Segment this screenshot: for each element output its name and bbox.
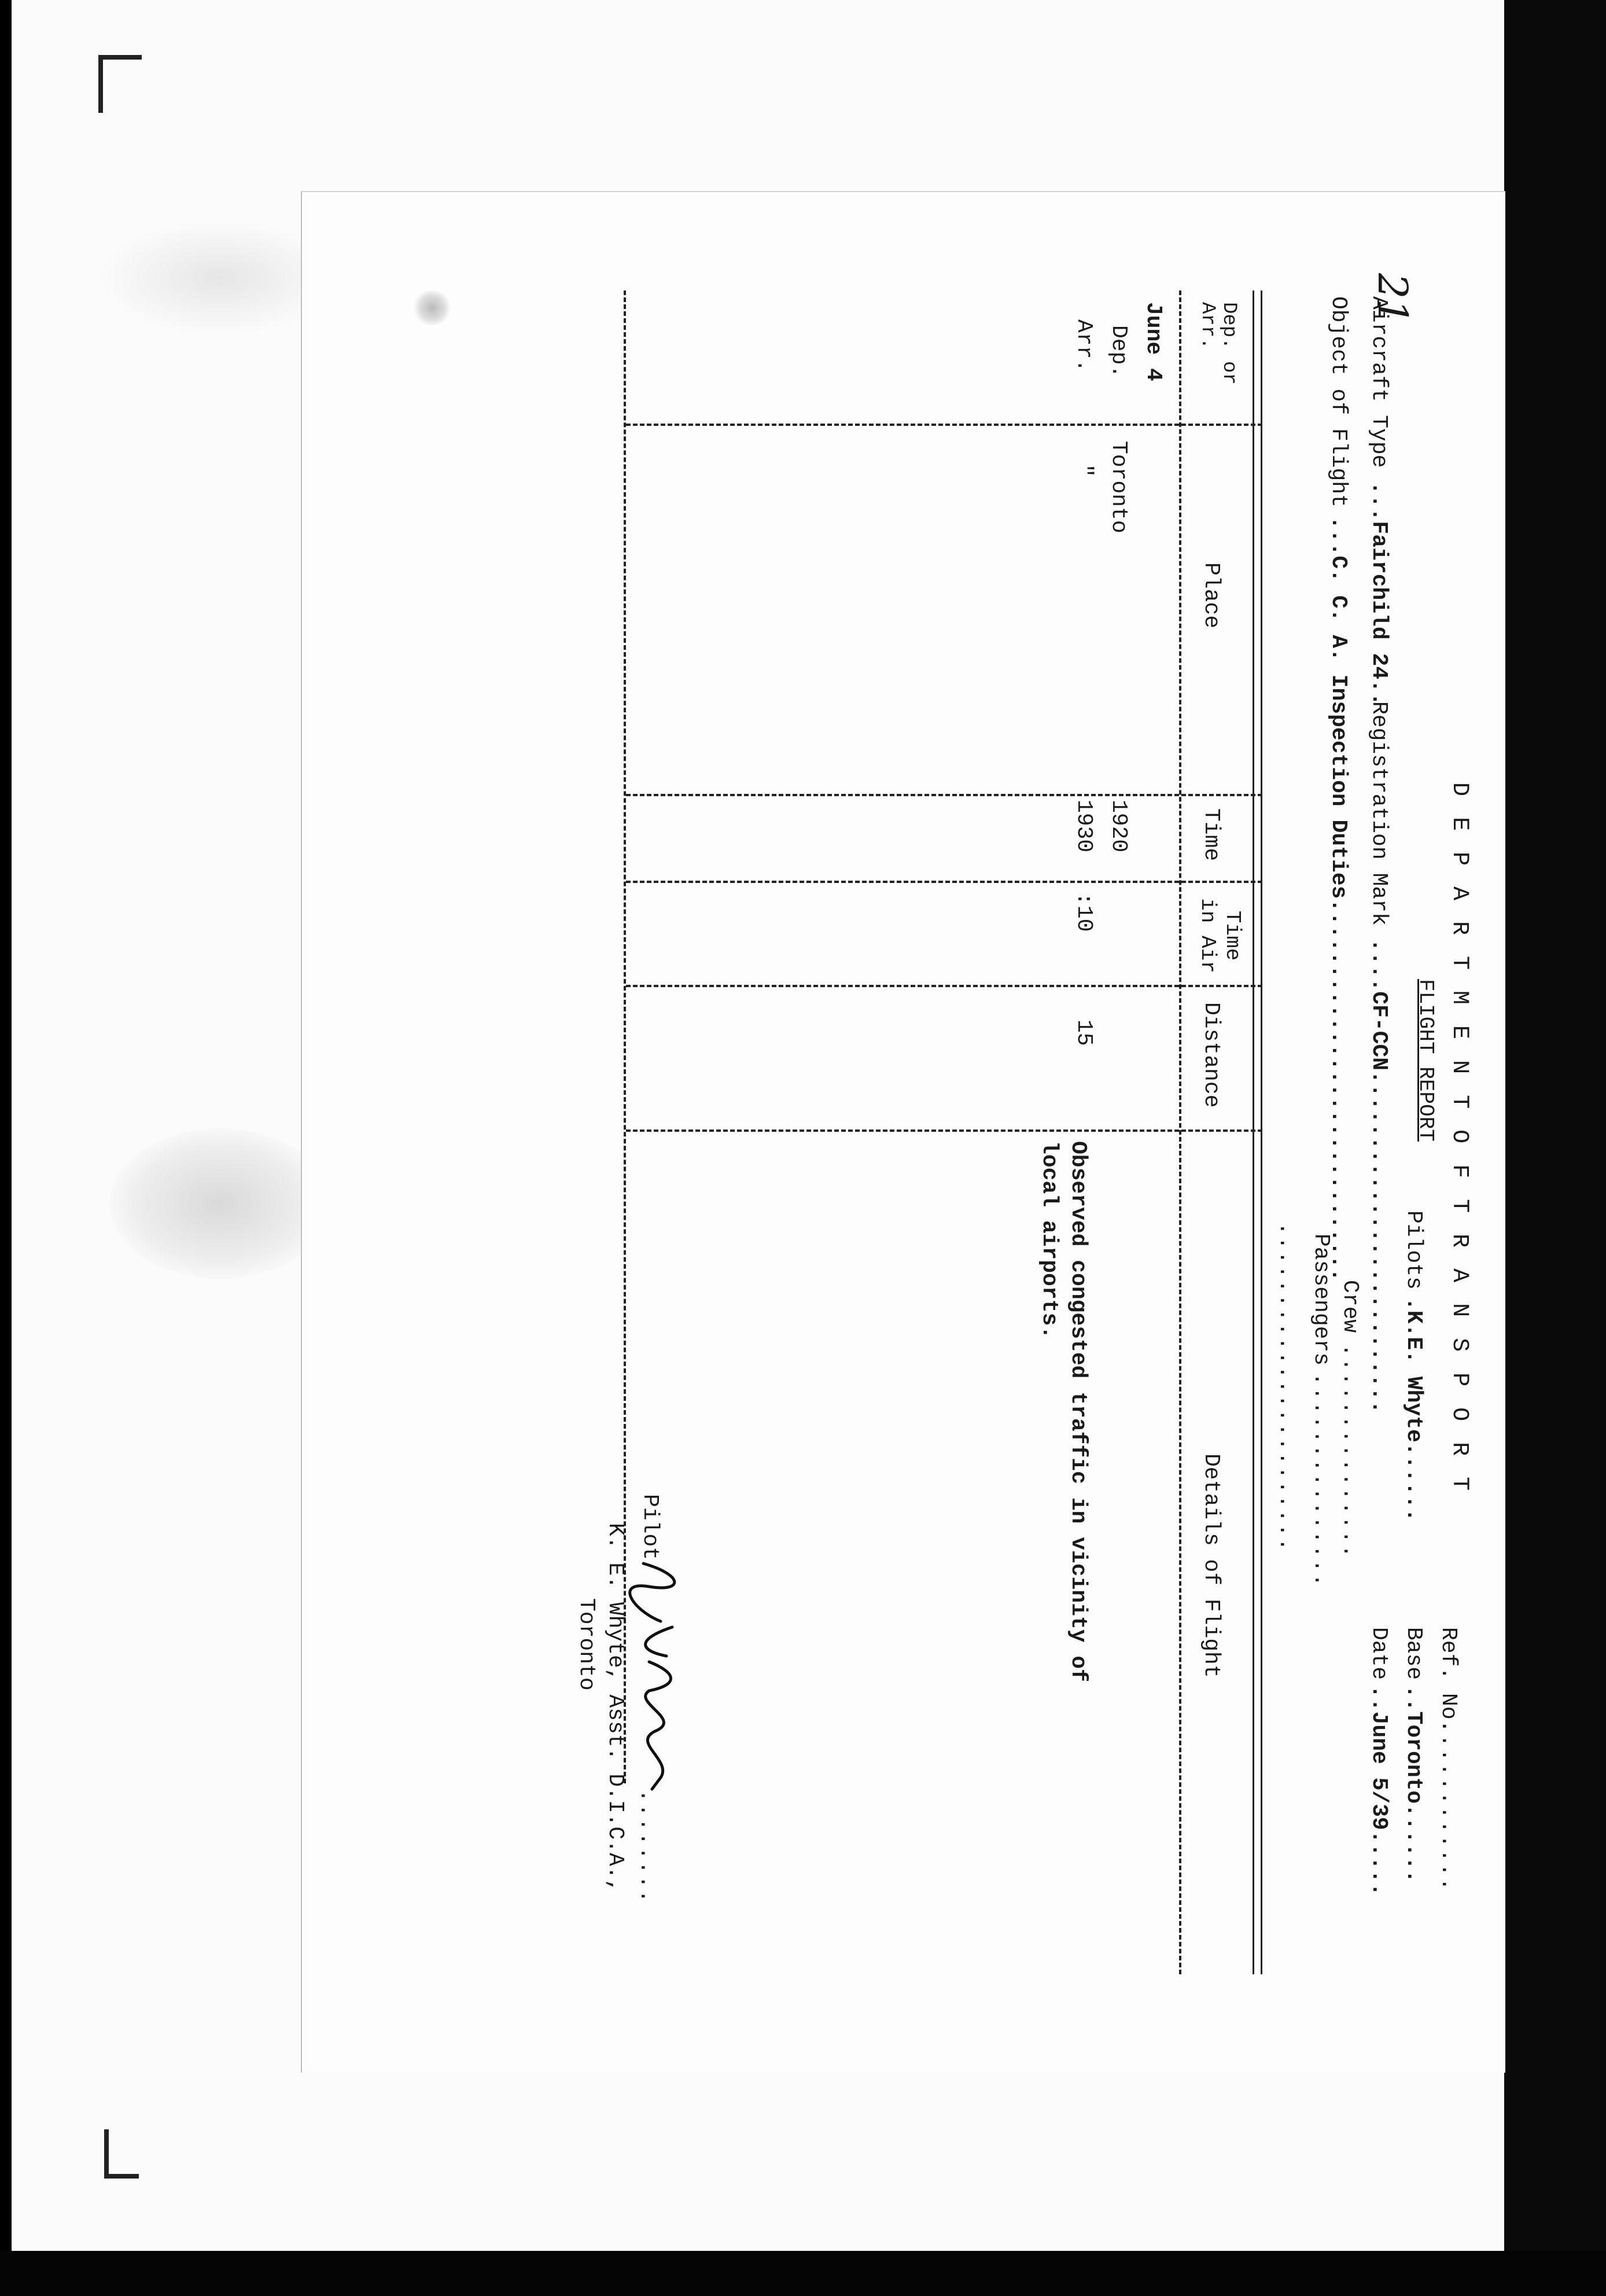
table-top-rule-2 [1253,290,1254,1974]
flight-date: June 4 [1141,302,1166,381]
crew-value: ............... [1338,1344,1362,1559]
crew-label: Crew [1338,1280,1362,1333]
page-number: 21 [1369,273,1416,325]
ref-value: ............ [1436,1720,1461,1892]
col-header-place: Place [1199,562,1224,629]
crop-mark-bottom-left [104,2129,109,2179]
smudge [110,1128,330,1279]
signatory-location: Toronto [574,1598,599,1691]
pilots-label: Pilots [1401,1210,1426,1290]
col-header-time-in-air: Time in Air [1195,898,1244,973]
object-of-flight-label: Object of Flight [1326,296,1351,507]
crop-mark-top-left [98,55,103,113]
header-underline [1179,290,1181,1974]
details-line-1: Observed congested traffic in vicinity of [1066,1141,1091,1682]
col-divider-4 [626,985,1262,987]
signatory-name: K. E. Whyte, Asst. D.I.C.A., [603,1523,628,1893]
department-heading: D E P A R T M E N T O F T R A N S P O R T [1446,782,1472,1495]
col-header-details: Details of Flight [1199,1454,1224,1678]
scan-edge-bottom [0,2251,1606,2296]
passengers-label: Passengers [1309,1234,1334,1366]
crop-mark-bottom-left-h [104,2174,139,2179]
pilots-value: .K.E. Whyte...... [1401,1297,1426,1522]
row-2-place: " [1071,464,1096,477]
base-value: ..Toronto...... [1401,1685,1426,1883]
col-header-dep-arr: Dep. or Arr. [1196,302,1240,385]
col-divider-2 [626,794,1262,796]
row-1-dep-arr: Dep. [1106,325,1131,378]
ref-label: Ref. No. [1436,1627,1461,1733]
details-line-2: local airports. [1037,1141,1062,1340]
col-divider-3 [626,881,1262,883]
flight-report-sheet [301,191,1505,2073]
pilot-signature-label: Pilot [638,1494,662,1561]
date-value: ..June 5/39..... [1366,1685,1391,1896]
base-label: Base [1401,1627,1426,1680]
registration-label: Registration Mark [1366,701,1391,926]
row-2-time: 1930 [1071,800,1096,853]
date-label: Date [1366,1627,1391,1680]
rotated-form [302,192,1505,2073]
col-divider-5 [626,1129,1262,1132]
flight-report-title: FLIGHT REPORT [1414,979,1438,1142]
row-2-dep-arr: Arr. [1071,319,1096,373]
row-1-time: 1920 [1106,800,1131,853]
aircraft-type-label: Aircraft Type [1366,296,1391,468]
row-2-distance: 15 [1071,1020,1096,1046]
col-divider-1 [626,424,1262,426]
passengers-extra-dots: ....................... [1274,1222,1299,1552]
row-2-time-in-air: :10 [1071,892,1096,932]
passengers-value: ............... [1309,1373,1334,1588]
table-top-rule [1261,290,1262,1974]
crop-mark-top-left-h [98,55,142,60]
signature-dots: ........ [635,1789,660,1904]
row-1-place: Toronto [1106,441,1131,533]
aircraft-type-value: ...Fairchild 24.. [1366,481,1391,706]
col-header-time: Time [1199,808,1224,862]
object-of-flight-value: ...C. C. A. Inspection Duties............................. [1326,516,1351,1282]
registration-value: ....CF-CCN.......................... [1366,939,1391,1414]
col-header-distance: Distance [1199,1002,1224,1108]
